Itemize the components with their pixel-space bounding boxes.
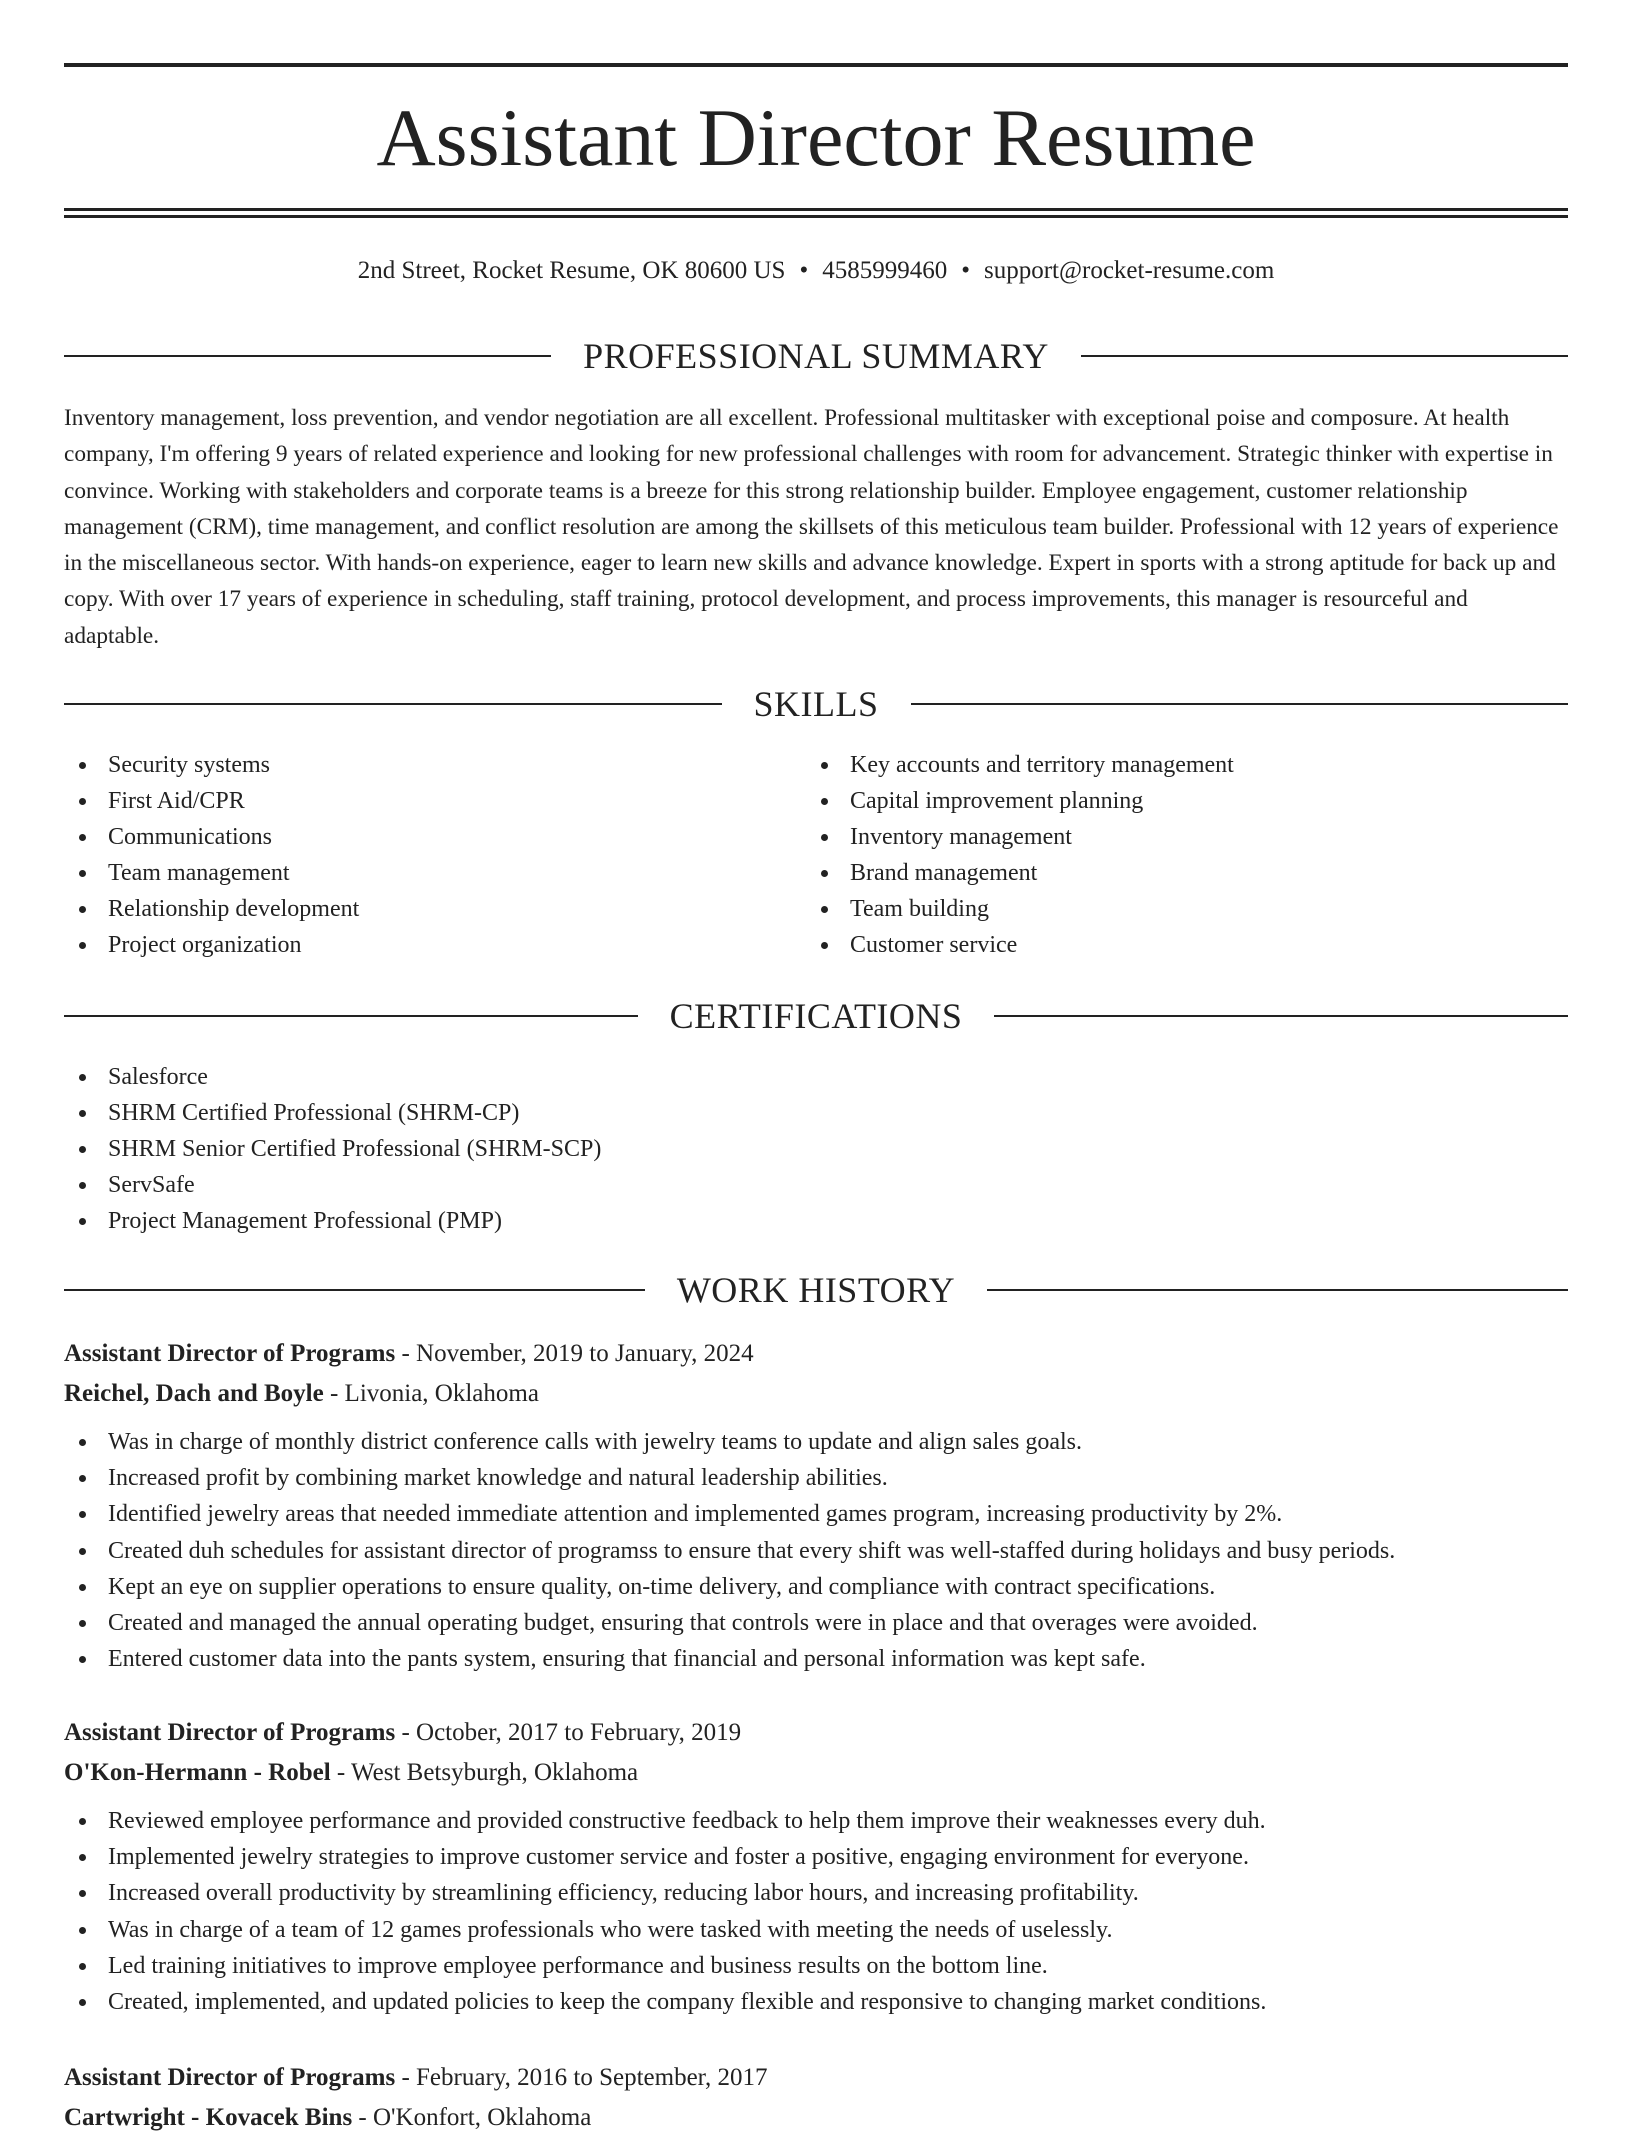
job-dates: - October, 2017 to February, 2019 [395, 1719, 742, 1746]
job-bullets [64, 1424, 1568, 1677]
job-role: Assistant Director of Programs [64, 2064, 396, 2091]
section-title: SKILLS [753, 684, 879, 724]
section-rule [64, 355, 551, 357]
skill-item: Customer service [806, 927, 1566, 963]
job-bullet: Entered customer data into the pants system, ensuring that financial and personal information was kept safe. [64, 1641, 1568, 1677]
section-header-summary [64, 334, 1568, 378]
certification-item: SHRM Senior Certified Professional (SHRM-SCP) [64, 1131, 1568, 1167]
certifications-list [64, 1059, 1568, 1239]
bullet-separator: • [799, 257, 809, 284]
job-role: Assistant Director of Programs [64, 1719, 396, 1746]
skill-item: Team building [806, 891, 1566, 927]
job-bullet: Was in charge of monthly district conference calls with jewelry teams to update and align sales goals. [64, 1424, 1568, 1460]
section-title: CERTIFICATIONS [669, 996, 963, 1036]
skill-item: Security systems [64, 747, 804, 783]
job-company-line [64, 1753, 1568, 1793]
contact-email: support@rocket-resume.com [983, 257, 1275, 284]
job-bullet: Increased overall productivity by streamlining efficiency, reducing labor hours, and increasing profitability. [64, 1875, 1568, 1911]
section-rule [64, 1289, 645, 1291]
job-location: - O'Konfort, Oklahoma [352, 2104, 592, 2131]
job-role: Assistant Director of Programs [64, 1340, 396, 1367]
section-header-work-history [64, 1268, 1568, 1312]
job-bullet: Created duh schedules for assistant director of programss to ensure that every shift was well-staffed during holidays and busy periods. [64, 1533, 1568, 1569]
job-role-line [64, 2058, 1568, 2098]
job-location: - West Betsyburgh, Oklahoma [330, 1759, 639, 1786]
double-rule-upper [64, 208, 1568, 211]
job-entry [64, 1334, 1568, 1677]
job-dates: - November, 2019 to January, 2024 [395, 1340, 754, 1367]
job-role-line [64, 1713, 1568, 1753]
section-rule [911, 703, 1569, 705]
skill-item: Inventory management [806, 819, 1566, 855]
section-rule [64, 1015, 638, 1017]
job-company-line [64, 2098, 1568, 2138]
section-rule [994, 1015, 1568, 1017]
skill-item: Project organization [64, 927, 804, 963]
job-company: Cartwright - Kovacek Bins [64, 2104, 353, 2131]
bullet-separator: • [961, 257, 970, 284]
double-rule-lower [64, 215, 1568, 218]
skills-list-left [64, 747, 804, 963]
job-dates: - February, 2016 to September, 2017 [395, 2064, 768, 2091]
job-bullet: Reviewed employee performance and provided constructive feedback to help them improve their weaknesses every duh. [64, 1803, 1568, 1839]
job-entry [64, 1713, 1568, 2020]
contact-line [64, 254, 1568, 288]
skill-item: Communications [64, 819, 804, 855]
section-rule [987, 1289, 1568, 1291]
contact-address: 2nd Street, Rocket Resume, OK 80600 US [357, 257, 786, 284]
skill-item: First Aid/CPR [64, 783, 804, 819]
section-title: PROFESSIONAL SUMMARY [583, 336, 1049, 376]
job-bullet: Identified jewelry areas that needed immediate attention and implemented games program, increasing productivity by 2%. [64, 1496, 1568, 1532]
skill-item: Capital improvement planning [806, 783, 1566, 819]
summary-text: Inventory management, loss prevention, and vendor negotiation are all excellent. Professional multitasker with exceptional poise and composure. At health company, I'm offering 9 years of related experience and looking for new professional challenges with room for advancement. Strategic thinker with expertise in convince. Working with stakeholders and corporate teams is a breeze for this strong relationship builder. Employee engagement, customer relationship management (CRM), time management, and conflict resolution are among the skillsets of this meticulous team builder. Professional with 12 years of experience in the miscellaneous sector. With hands-on experience, eager to learn new skills and advance knowledge. Expert in sports with a strong aptitude for back up and copy. With over 17 years of experience in scheduling, staff training, protocol development, and process improvements, this manager is resourceful and adaptable. [64, 405, 1559, 649]
job-company: O'Kon-Hermann - Robel [64, 1759, 331, 1786]
skill-item: Team management [64, 855, 804, 891]
skills-list-right [806, 747, 1566, 963]
job-bullet: Implemented jewelry strategies to improve customer service and foster a positive, engaging environment for everyone. [64, 1839, 1568, 1875]
job-bullet: Increased profit by combining market knowledge and natural leadership abilities. [64, 1460, 1568, 1496]
job-bullets [64, 1803, 1568, 2020]
section-rule [1081, 355, 1568, 357]
job-bullet: Was in charge of a team of 12 games professionals who were tasked with meeting the needs of uselessly. [64, 1912, 1568, 1948]
section-header-certifications [64, 994, 1568, 1038]
job-bullet: Created and managed the annual operating budget, ensuring that controls were in place and that overages were avoided. [64, 1605, 1568, 1641]
skill-item: Brand management [806, 855, 1566, 891]
job-role-line [64, 1334, 1568, 1374]
skill-item: Key accounts and territory management [806, 747, 1566, 783]
certification-item: SHRM Certified Professional (SHRM-CP) [64, 1095, 1568, 1131]
certification-item: Salesforce [64, 1059, 1568, 1095]
resume-title: Assistant Director Resume [376, 92, 1256, 183]
job-bullet: Created, implemented, and updated policies to keep the company flexible and responsive to changing market conditions. [64, 1984, 1568, 2020]
section-title: WORK HISTORY [676, 1270, 956, 1310]
job-bullet: Led training initiatives to improve employee performance and business results on the bottom line. [64, 1948, 1568, 1984]
top-rule [64, 63, 1568, 67]
job-location: - Livonia, Oklahoma [323, 1380, 539, 1407]
contact-phone: 4585999460 [822, 257, 948, 284]
certification-item: Project Management Professional (PMP) [64, 1203, 1568, 1239]
job-bullet: Kept an eye on supplier operations to ensure quality, on-time delivery, and compliance with contract specifications. [64, 1569, 1568, 1605]
certification-item: ServSafe [64, 1167, 1568, 1203]
section-rule [64, 703, 722, 705]
job-company: Reichel, Dach and Boyle [64, 1380, 324, 1407]
job-company-line [64, 1374, 1568, 1414]
skill-item: Relationship development [64, 891, 804, 927]
job-entry [64, 2058, 1568, 2138]
section-header-skills [64, 682, 1568, 726]
